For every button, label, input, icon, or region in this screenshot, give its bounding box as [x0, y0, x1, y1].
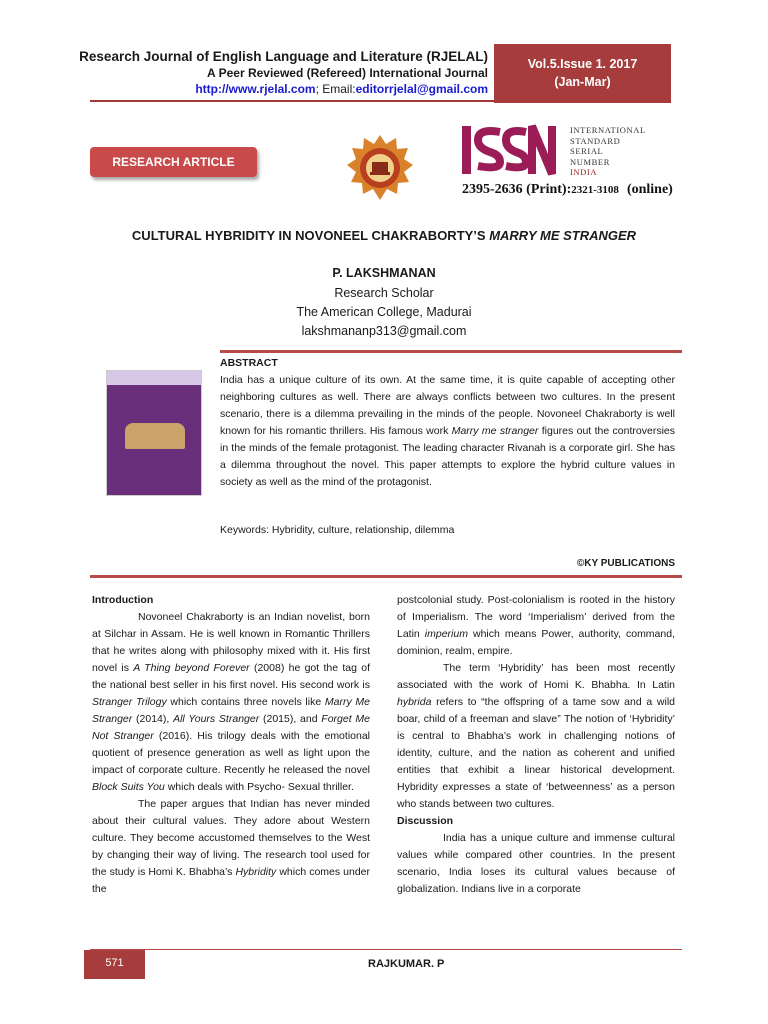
journal-header — [60, 48, 488, 97]
journal-subtitle: A Peer Reviewed (Refereed) International Journal — [207, 66, 488, 80]
page-number: 571 — [84, 950, 145, 979]
section-heading-discussion: Discussion — [397, 815, 454, 827]
email-link[interactable]: editorrjelal@gmail.com — [355, 82, 488, 96]
paragraph: The term ‘Hybridity’ has been most recently associated with the work of Homi K. Bhabha. In Latin hybrida refers to “the offspring of a tame sow and a wild boar, child of a freeman and slave” The notion of ‘Hybridity’ is central to Bhabha’s work in challenging notions of identity, culture, and the nation as coherent and unified entities that exhibit a linear historical development. Hybridity expresses a state of ‘betweenness’ as a person who stands between two cultures. — [397, 662, 675, 810]
publisher-emblem-icon — [346, 134, 414, 202]
author-affiliation: The American College, Madurai — [296, 305, 472, 319]
paper-title: CULTURAL HYBRIDITY IN NOVONEEL CHAKRABORTY’S MARRY ME STRANGER — [131, 228, 637, 243]
author-role: Research Scholar — [334, 286, 434, 300]
footer-author: RAJKUMAR. P — [368, 958, 445, 970]
issn-print: 2395-2636 (Print): — [462, 182, 572, 197]
research-article-badge: RESEARCH ARTICLE — [90, 147, 257, 177]
right-column — [397, 592, 675, 898]
publisher-credit: ©KY PUBLICATIONS — [576, 558, 675, 569]
issn-wordmark: INTERNATIONAL STANDARD SERIAL NUMBER INDIA — [570, 125, 646, 177]
email-label: ; Email: — [315, 82, 356, 96]
website-link[interactable]: http://www.rjelal.com — [195, 82, 316, 96]
author-name: P. LAKSHMANAN — [332, 266, 436, 280]
abstract-body: India has a unique culture of its own. At the same time, it is quite capable of accepting other neighboring cultures as well. There are always conflicts between two cultures. In the present scenario, there is a dilemma prevailing in the minds of the people. Novoneel Chakraborty is well known for his romantic thrillers. His famous work Marry me stranger figures out the controversies in the minds of the female protagonist. The leading character Rivanah is a corporate girl. She has a dilemma throughout the novel. This paper attempts to explore the hybrid culture values in society as well as the mind of the protagonist. — [220, 374, 675, 488]
keywords: Keywords: Hybridity, culture, relationship, dilemma — [220, 524, 455, 536]
paragraph: India has a unique culture and immense cultural values while compared other countries. In the present scenario, India loses its cultural values because of globalization. Indians live in a corporate — [397, 832, 675, 895]
abstract-top-rule — [220, 350, 682, 353]
section-heading-introduction: Introduction — [92, 594, 154, 606]
paragraph: The paper argues that Indian has never minded about their cultural values. They adore about Western culture. They become accustomed themselves to the West by changing their way of living. The research tool used for the study is Homi K. Bhabha’s Hybridity which comes under the — [92, 798, 370, 895]
abstract-heading: ABSTRACT — [220, 357, 278, 369]
abstract-bottom-rule — [90, 575, 682, 578]
issn-logo-icon — [460, 124, 560, 176]
issn-online-number: 2321-3108 — [571, 184, 619, 196]
header-rule — [90, 100, 494, 102]
abstract-section — [220, 355, 675, 491]
footer-rule — [90, 949, 682, 950]
author-email[interactable]: lakshmananp313@gmail.com — [301, 324, 467, 338]
issn-online-label: (online) — [626, 182, 673, 197]
paragraph: Novoneel Chakraborty is an Indian novelist, born at Silchar in Assam. He is well known in Romantic Thrillers that he writes along with philosophy mixed with it. His first novel is A Thing beyond Forever (2008) he got the tag of the national best seller in his first novel. His second work is Stranger Trilogy which contains three novels like Marry Me Stranger (2014), All Yours Stranger (2015), and Forget Me Not Stranger (2016). His trilogy deals with the emotional quotient of presence generation as well as light upon the impact of corporate culture. Recently he released the novel Block Suits You which deals with Psycho- Sexual thriller. — [92, 611, 371, 793]
volume-period: (Jan-Mar) — [554, 75, 611, 89]
paragraph: postcolonial study. Post-colonialism is rooted in the history of Imperialism. The word ‘Imperialism’ derived from the Latin imperium which means Power, authority, command, dominion, realm, empire. — [397, 594, 675, 657]
journal-title: Research Journal of English Language and Literature (RJELAL) — [79, 49, 488, 64]
journal-links — [60, 81, 488, 97]
volume-issue: Vol.5.Issue 1. 2017 — [527, 57, 638, 71]
left-column — [92, 592, 370, 898]
issn-numbers — [462, 180, 673, 198]
journal-cover-image — [106, 370, 202, 496]
volume-box — [494, 44, 671, 103]
